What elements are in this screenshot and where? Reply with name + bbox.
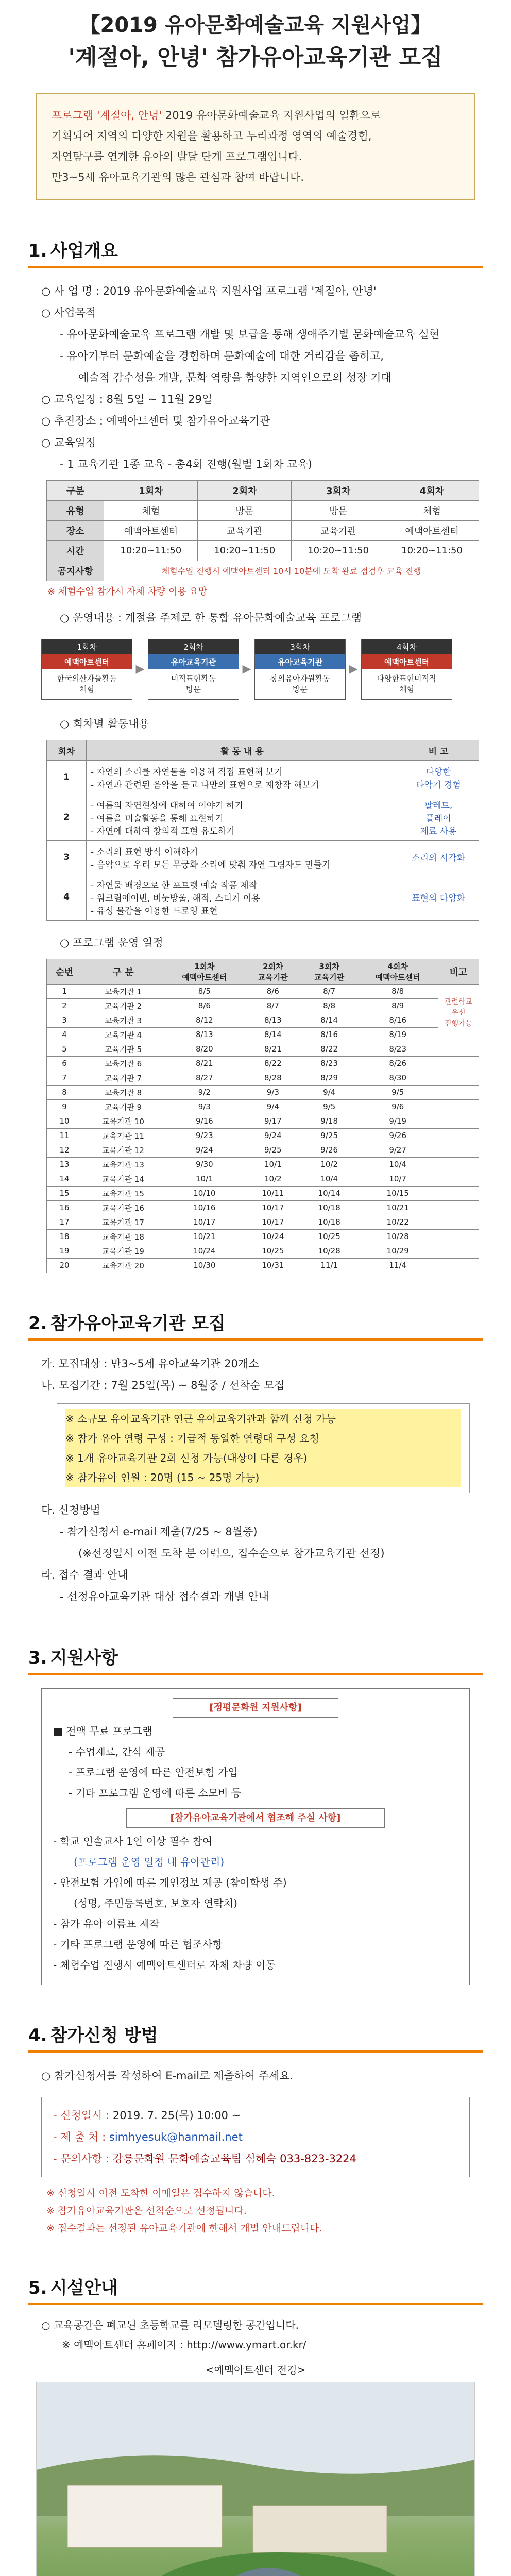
table-row <box>47 1114 479 1128</box>
table-cell: 10:20~11:50 <box>198 540 292 561</box>
table-row <box>47 540 479 561</box>
table-cell: 12 <box>47 1143 82 1157</box>
table-cell: 9/3 <box>164 1099 245 1114</box>
section-2-list-2 <box>41 1499 470 1607</box>
table-cell: 8/30 <box>357 1071 438 1085</box>
list-item: (프로그램 운영 일정 내 유아관리) <box>74 1855 225 1868</box>
homepage-link[interactable]: ※ 예맥아트센터 홈페이지 : http://www.ymart.or.kr/ <box>62 2338 306 2351</box>
contact-inquiry: - 문의사항 : 강릉문화원 문화예술교육팀 심혜숙 033-823-3224 <box>53 2152 356 2165</box>
list-item: ※ 신청일시 이전 도착한 이메일은 접수하지 않습니다. <box>46 2187 275 2199</box>
table-cell: 교육기관 8 <box>82 1085 164 1099</box>
flow-step: 1회차 예맥아트센터 한국의산자들활동 체험 <box>41 639 132 700</box>
table-row <box>47 1157 479 1172</box>
table-cell: 8/6 <box>164 998 245 1013</box>
table-cell: 9/2 <box>164 1085 245 1099</box>
table-cell: 교육기관 2 <box>82 998 164 1013</box>
section-1-heading: 1. 사업개요 <box>28 240 118 261</box>
list-item: ※ 참가유아교육기관은 선착순으로 선정됩니다. <box>46 2205 247 2217</box>
table-cell: 10/31 <box>245 1258 301 1273</box>
list-item: ■ 전액 무료 프로그램 <box>53 1724 152 1737</box>
contact-date: - 신청일시 : 2019. 7. 25(목) 10:00 ~ <box>53 2109 241 2122</box>
table-cell: 10/18 <box>301 1200 357 1215</box>
list-item: ※ 참가유아 인원 : 20명 (15 ~ 25명 가능) <box>65 1468 461 1487</box>
list-item: (※선정일시 이전 도착 분 이력으, 접수순으로 참가교육기관 선정) <box>78 1547 385 1560</box>
table-cell: 교육기관 9 <box>82 1099 164 1114</box>
table-cell: 교육기관 17 <box>82 1215 164 1229</box>
art-center-photo <box>36 2382 475 2576</box>
table-header: 1회차 예맥아트센터 <box>164 959 245 984</box>
table-cell <box>438 1172 479 1186</box>
list-item: - 학교 인솔교사 1인 이상 필수 참여 <box>53 1835 213 1848</box>
table-cell: 6 <box>47 1056 82 1071</box>
table-cell: 18 <box>47 1229 82 1244</box>
table-header: 순번 <box>47 959 82 984</box>
table-cell: 3 <box>47 1013 82 1027</box>
section-divider <box>28 2050 483 2053</box>
table-cell: 10/15 <box>357 1186 438 1200</box>
table-cell <box>438 1085 479 1099</box>
table-cell: 교육기관 4 <box>82 1027 164 1042</box>
list-item: - 선정유아교육기관 대상 접수결과 개별 안내 <box>60 1590 269 1603</box>
list-item: ○ 교육일정 <box>41 436 96 449</box>
program-flow <box>41 639 511 700</box>
list-item: ※ 접수결과는 선정된 유아교육기관에 한해서 개별 안내드립니다. <box>46 2223 322 2234</box>
table-cell: 10/21 <box>357 1200 438 1215</box>
table-cell <box>438 1143 479 1157</box>
table-cell: 8/21 <box>164 1056 245 1071</box>
table-cell: 공지사항 <box>47 561 104 581</box>
table-row <box>47 1099 479 1114</box>
table-cell: 교육기관 11 <box>82 1128 164 1143</box>
schedule-note: ※ 체험수업 참가시 자체 차량 이용 요망 <box>47 586 208 597</box>
schedule-table <box>46 480 479 581</box>
table-cell: 9/16 <box>164 1114 245 1128</box>
contact-email: - 제 출 처 : simhyesuk@hanmail.net <box>53 2130 243 2143</box>
list-item: 가. 모집대상 : 만3~5세 유아교육기관 20개소 <box>41 1357 259 1370</box>
art-center-illustration <box>37 2382 474 2576</box>
table-cell: 10/29 <box>357 1244 438 1258</box>
section-1-list <box>41 280 470 475</box>
list-item: 라. 접수 결과 안내 <box>41 1568 128 1581</box>
flow-step: 3회차 유아교육기관 창의유아자원활동 방문 <box>254 639 346 700</box>
table-header: 2회차 <box>198 480 292 500</box>
table-cell: 10/4 <box>301 1172 357 1186</box>
table-row <box>47 1085 479 1099</box>
table-row <box>47 520 479 540</box>
table-cell: 5 <box>47 1042 82 1056</box>
table-cell: 9/5 <box>301 1099 357 1114</box>
operations-table <box>46 959 479 1273</box>
table-cell: 8/27 <box>164 1071 245 1085</box>
table-cell: 10/21 <box>164 1229 245 1244</box>
table-cell: 교육기관 5 <box>82 1042 164 1056</box>
table-cell: 9/24 <box>164 1143 245 1157</box>
arrow-right-icon: ▶ <box>349 663 358 676</box>
section-4-heading: 4. 참가신청 방법 <box>28 2025 158 2046</box>
list-item: ○ 추진장소 : 예맥아트센터 및 참가유아교육기관 <box>41 414 270 427</box>
table-cell: 8/8 <box>357 984 438 998</box>
table-cell: 교육기관 18 <box>82 1229 164 1244</box>
table-row <box>47 1013 479 1027</box>
table-cell: 관련학교 우선 진행가능 <box>438 984 479 1042</box>
intro-box <box>36 93 475 200</box>
table-cell: 9/23 <box>164 1128 245 1143</box>
table-cell: 10/1 <box>164 1172 245 1186</box>
table-cell: 9/26 <box>301 1143 357 1157</box>
title-line-2: '계절아, 안녕' 참가유아교육기관 모집 <box>68 44 443 71</box>
table-cell: 8/23 <box>301 1056 357 1071</box>
table-row <box>47 500 479 520</box>
table-cell: 1 <box>47 984 82 998</box>
list-item: 다. 신청방법 <box>41 1503 100 1516</box>
table-cell <box>438 1056 479 1071</box>
table-cell: 교육기관 1 <box>82 984 164 998</box>
table-cell: 유형 <box>47 500 104 520</box>
table-cell: 2 <box>47 998 82 1013</box>
table-header: 회차 <box>47 740 87 760</box>
list-item: ○ 교육일정 : 8월 5일 ~ 11월 29일 <box>41 393 213 405</box>
arrow-right-icon: ▶ <box>135 663 145 676</box>
table-cell: 10/18 <box>301 1215 357 1229</box>
table-row <box>47 1215 479 1229</box>
table-cell: 9/4 <box>301 1085 357 1099</box>
table-cell <box>438 1114 479 1128</box>
table-cell: 예맥아트센터 <box>104 520 198 540</box>
table-cell: 10/17 <box>245 1215 301 1229</box>
list-item: - 프로그램 운영에 따른 안전보험 가입 <box>69 1766 238 1778</box>
table-cell: 8/13 <box>245 1013 301 1027</box>
table-cell: 8/7 <box>245 998 301 1013</box>
section-2-list <box>41 1353 470 1396</box>
table-header: 비고 <box>438 959 479 984</box>
table-cell: 9/30 <box>164 1157 245 1172</box>
recruit-highlights <box>57 1403 470 1493</box>
page-title <box>0 0 511 73</box>
table-cell: 10/16 <box>164 1200 245 1215</box>
table-cell: 교육기관 6 <box>82 1056 164 1071</box>
table-row <box>47 1143 479 1157</box>
table-cell: 8/26 <box>357 1056 438 1071</box>
table-cell: 10/17 <box>245 1200 301 1215</box>
table-cell: 교육기관 16 <box>82 1200 164 1215</box>
table-row <box>47 998 479 1013</box>
table-cell: 8/9 <box>357 998 438 1013</box>
list-item: - 체험수업 진행시 예맥아트센터로 자체 차량 이동 <box>53 1958 276 1971</box>
flow-step: 4회차 예맥아트센터 다양한표현미적작 체험 <box>361 639 452 700</box>
table-cell: 교육기관 10 <box>82 1114 164 1128</box>
table-cell: 9/19 <box>357 1114 438 1128</box>
list-item: - 유아기부터 문화예술을 경험하며 문화예술에 대한 거리감을 좁히고, <box>60 349 384 362</box>
table-row: 2 - 여름의 자연현상에 대하여 이야기 하기 - 여름을 미술활동을 통해 표현하기 - 자연에 대하여 창의적 표현 유도하기 팔레트, 플레이 제료 사용 <box>47 794 479 840</box>
facility-info: ○ 교육공간은 폐교된 초등학교를 리모델링한 공간입니다. ※ 예맥아트센터 홈페이지 : http://www.ymart.or.kr/ <box>41 2315 511 2354</box>
list-item: ※ 참가 유아 연령 구성 : 기급적 동일한 연령대 구성 요청 <box>65 1429 461 1448</box>
section-divider <box>28 266 483 268</box>
table-cell: 4 <box>47 1027 82 1042</box>
table-cell: 17 <box>47 1215 82 1229</box>
list-item: - 기타 프로그램 운영에 따른 협조사항 <box>53 1938 223 1951</box>
table-cell: 10:20~11:50 <box>385 540 479 561</box>
table-cell: 9/27 <box>357 1143 438 1157</box>
table-header: 구분 <box>47 480 104 500</box>
table-row <box>47 1200 479 1215</box>
photo-caption: <예맥아트센터 전경> <box>205 2363 306 2376</box>
section-divider <box>28 2303 483 2305</box>
support-heading: [참가유아교육기관에서 협조해 주실 사항] <box>126 1808 385 1828</box>
table-cell: 교육기관 15 <box>82 1186 164 1200</box>
list-item: - 기타 프로그램 운영에 따른 소모비 등 <box>69 1786 242 1799</box>
table-cell: 9/18 <box>301 1114 357 1128</box>
table-cell: 20 <box>47 1258 82 1273</box>
support-heading: [정평문화원 지원사항] <box>173 1698 338 1718</box>
table-header: 1회차 <box>104 480 198 500</box>
table-cell: 10/28 <box>357 1229 438 1244</box>
table-cell: 10/11 <box>245 1186 301 1200</box>
table-header: 활 동 내 용 <box>87 740 398 760</box>
table-cell: 교육기관 <box>292 520 385 540</box>
table-cell: 9/3 <box>245 1085 301 1099</box>
table-row: 3 - 소리의 표현 방식 이해하기 - 음악으로 우리 모든 무궁화 소리에 맞춰 자연 그림자도 만들기 소리의 시각화 <box>47 840 479 874</box>
contact-box <box>41 2097 470 2177</box>
table-cell: 예맥아트센터 <box>385 520 479 540</box>
table-cell: 교육기관 13 <box>82 1157 164 1172</box>
table-cell: 11/1 <box>301 1258 357 1273</box>
table-cell: 10/7 <box>357 1172 438 1186</box>
table-header: 4회차 예맥아트센터 <box>357 959 438 984</box>
table-cell: 8/19 <box>357 1027 438 1042</box>
table-cell: 10/1 <box>245 1157 301 1172</box>
table-cell: 10/24 <box>245 1229 301 1244</box>
flow-step: 2회차 유아교육기관 미적표현활동 방문 <box>148 639 239 700</box>
table-cell: 13 <box>47 1157 82 1172</box>
section-4-lead: ○ 참가신청서를 작성하여 E-mail로 제출하여 주세요. <box>41 2069 294 2082</box>
apply-notes <box>46 2184 511 2238</box>
table-cell: 교육기관 19 <box>82 1244 164 1258</box>
table-row <box>47 1258 479 1273</box>
table-cell <box>438 1200 479 1215</box>
table-cell <box>438 1042 479 1056</box>
table-cell: 11 <box>47 1128 82 1143</box>
section-5-heading: 5. 시설안내 <box>28 2277 118 2298</box>
table-cell: 10/10 <box>164 1186 245 1200</box>
ops-heading: ○ 프로그램 운영 일정 <box>60 936 163 949</box>
table-cell: 9 <box>47 1099 82 1114</box>
table-cell: 15 <box>47 1186 82 1200</box>
table-row <box>47 561 479 581</box>
table-cell: 8/14 <box>301 1013 357 1027</box>
table-header: 3회차 <box>292 480 385 500</box>
table-cell: 8/29 <box>301 1071 357 1085</box>
list-item: - 안전보험 가입에 따른 개인정보 제공 (참여학생 주) <box>53 1876 287 1889</box>
table-cell: 9/25 <box>301 1128 357 1143</box>
table-cell: 10/2 <box>301 1157 357 1172</box>
table-row <box>47 1027 479 1042</box>
section-2-heading: 2. 참가유아교육기관 모집 <box>28 1313 226 1334</box>
section-3-heading: 3. 지원사항 <box>28 1647 118 1668</box>
table-cell: 교육기관 3 <box>82 1013 164 1027</box>
table-cell: 8/8 <box>301 998 357 1013</box>
intro-line-2: 기획되어 지역의 다양한 자원을 활용하고 누리과정 영역의 예술경험, <box>52 130 372 143</box>
arrow-right-icon: ▶ <box>242 663 251 676</box>
table-header: 4회차 <box>385 480 479 500</box>
table-cell <box>438 1215 479 1229</box>
table-header: 비 고 <box>398 740 479 760</box>
flow-heading: ○ 운영내용 : 계절을 주제로 한 통합 유아문화예술교육 프로그램 <box>60 611 362 624</box>
table-cell: 방문 <box>198 500 292 520</box>
table-cell: 8/6 <box>245 984 301 998</box>
table-cell: 16 <box>47 1200 82 1215</box>
table-row <box>47 1229 479 1244</box>
activities-heading: ○ 회차별 활동내용 <box>60 717 149 730</box>
list-item: - 수업재료, 간식 제공 <box>69 1745 165 1758</box>
table-cell: 시간 <box>47 540 104 561</box>
list-item: - 1 교육기관 1종 교육 - 총4회 진행(월별 1회차 교육) <box>60 457 312 470</box>
table-cell: 8/12 <box>164 1013 245 1027</box>
intro-line-3: 자연탐구를 연계한 유아의 발달 단계 프로그램입니다. <box>52 150 302 163</box>
list-item: ※ 소규모 유아교육기관 연근 유아교육기관과 함께 신청 가능 <box>65 1409 461 1429</box>
table-cell: 8/28 <box>245 1071 301 1085</box>
operations-body <box>47 984 479 1273</box>
table-row: 1 - 자연의 소리를 자연물을 이용해 직접 표현해 보기 - 자연과 관련된 음악을 듣고 나만의 표현으로 재창작 해보기 다양한 타악기 경험 <box>47 760 479 794</box>
table-cell: 8/22 <box>301 1042 357 1056</box>
intro-program-name: 프로그램 '계절아, 안녕' <box>52 109 162 122</box>
table-cell: 10/22 <box>357 1215 438 1229</box>
support-box <box>41 1688 470 1985</box>
table-cell: 10:20~11:50 <box>292 540 385 561</box>
table-header: 3회차 교육기관 <box>301 959 357 984</box>
intro-line-4: 만3~5세 유아교육기관의 많은 관심과 참여 바랍니다. <box>52 171 304 184</box>
table-cell: 8/7 <box>301 984 357 998</box>
table-row <box>47 1042 479 1056</box>
table-row <box>47 1172 479 1186</box>
table-cell: 10/25 <box>245 1244 301 1258</box>
table-cell: 10/17 <box>164 1215 245 1229</box>
table-row <box>47 1186 479 1200</box>
list-item: 예술적 감수성을 개발, 문화 역량을 함양한 지역인으로의 성장 기대 <box>78 371 391 384</box>
table-cell: 10/30 <box>164 1258 245 1273</box>
table-cell: 10:20~11:50 <box>104 540 198 561</box>
table-cell: 14 <box>47 1172 82 1186</box>
table-cell: 8 <box>47 1085 82 1099</box>
table-cell: 9/5 <box>357 1085 438 1099</box>
table-cell: 교육기관 7 <box>82 1071 164 1085</box>
table-header: 구 분 <box>82 959 164 984</box>
list-item: 나. 모집기간 : 7월 25일(목) ~ 8월중 / 선착순 모집 <box>41 1379 285 1392</box>
table-cell <box>438 1229 479 1244</box>
section-divider <box>28 1673 483 1675</box>
table-cell: 8/13 <box>164 1027 245 1042</box>
table-cell: 8/16 <box>357 1013 438 1027</box>
table-cell: 8/20 <box>164 1042 245 1056</box>
table-cell: 8/16 <box>301 1027 357 1042</box>
table-cell <box>438 1157 479 1172</box>
table-row <box>47 1071 479 1085</box>
table-cell: 9/26 <box>357 1128 438 1143</box>
table-cell: 교육기관 14 <box>82 1172 164 1186</box>
table-row: 4 - 자연물 배경으로 한 포트렛 예술 작품 제작 - 워크림에이빈, 비눗방울, 해적, 스티커 이용 - 유성 물감을 이용한 드로잉 표현 표현의 다양화 <box>47 874 479 920</box>
table-cell <box>438 1099 479 1114</box>
table-cell: 10/24 <box>164 1244 245 1258</box>
table-cell: 8/22 <box>245 1056 301 1071</box>
table-cell: 장소 <box>47 520 104 540</box>
table-cell: 체험수업 진행시 예맥아트센터 10시 10분에 도착 완료 점검후 교육 진행 <box>104 561 479 581</box>
table-cell: 19 <box>47 1244 82 1258</box>
table-cell: 10/28 <box>301 1244 357 1258</box>
table-cell: 체험 <box>104 500 198 520</box>
table-cell: 8/21 <box>245 1042 301 1056</box>
table-cell: 10/2 <box>245 1172 301 1186</box>
table-cell: 9/4 <box>245 1099 301 1114</box>
table-cell <box>438 1244 479 1258</box>
table-cell: 9/24 <box>245 1128 301 1143</box>
list-item: - 참가 유아 이름표 제작 <box>53 1917 160 1930</box>
title-line-1: 【2019 유아문화예술교육 지원사업】 <box>79 13 432 37</box>
table-row <box>47 1056 479 1071</box>
section-divider <box>28 1338 483 1341</box>
table-cell: 방문 <box>292 500 385 520</box>
table-cell: 9/6 <box>357 1099 438 1114</box>
table-cell <box>438 1071 479 1085</box>
table-row <box>47 1128 479 1143</box>
list-item: ※ 1개 유아교육기관 2회 신청 가능(대상이 다른 경우) <box>65 1448 461 1468</box>
table-cell <box>438 1258 479 1273</box>
table-row <box>47 1244 479 1258</box>
table-cell: 11/4 <box>357 1258 438 1273</box>
table-cell: 8/5 <box>164 984 245 998</box>
list-item: ○ 사 업 명 : 2019 유아문화예술교육 지원사업 프로그램 '계절아, 안녕' <box>41 284 377 297</box>
table-cell: 8/14 <box>245 1027 301 1042</box>
table-cell: 교육기관 <box>198 520 292 540</box>
list-item: - 참가신청서 e-mail 제출(7/25 ~ 8월중) <box>60 1525 258 1538</box>
table-cell: 교육기관 12 <box>82 1143 164 1157</box>
activities-table <box>46 740 479 921</box>
table-cell: 10/25 <box>301 1229 357 1244</box>
table-cell: 10/14 <box>301 1186 357 1200</box>
intro-line-1: 2019 유아문화예술교육 지원사업의 일환으로 <box>162 109 381 122</box>
table-cell: 7 <box>47 1071 82 1085</box>
table-cell: 10 <box>47 1114 82 1128</box>
list-item: ○ 사업목적 <box>41 306 96 319</box>
table-cell <box>438 1186 479 1200</box>
table-cell: 9/25 <box>245 1143 301 1157</box>
table-cell: 10/4 <box>357 1157 438 1172</box>
table-cell: 교육기관 20 <box>82 1258 164 1273</box>
table-cell <box>438 1128 479 1143</box>
table-cell: 9/17 <box>245 1114 301 1128</box>
list-item: (성명, 주민등록번호, 보호자 연락처) <box>74 1896 237 1909</box>
table-header: 2회차 교육기관 <box>245 959 301 984</box>
table-cell: 8/23 <box>357 1042 438 1056</box>
table-row <box>47 984 479 998</box>
list-item: - 유아문화예술교육 프로그램 개발 및 보급을 통해 생애주기별 문화예술교육 실현 <box>60 328 440 341</box>
table-cell: 체험 <box>385 500 479 520</box>
